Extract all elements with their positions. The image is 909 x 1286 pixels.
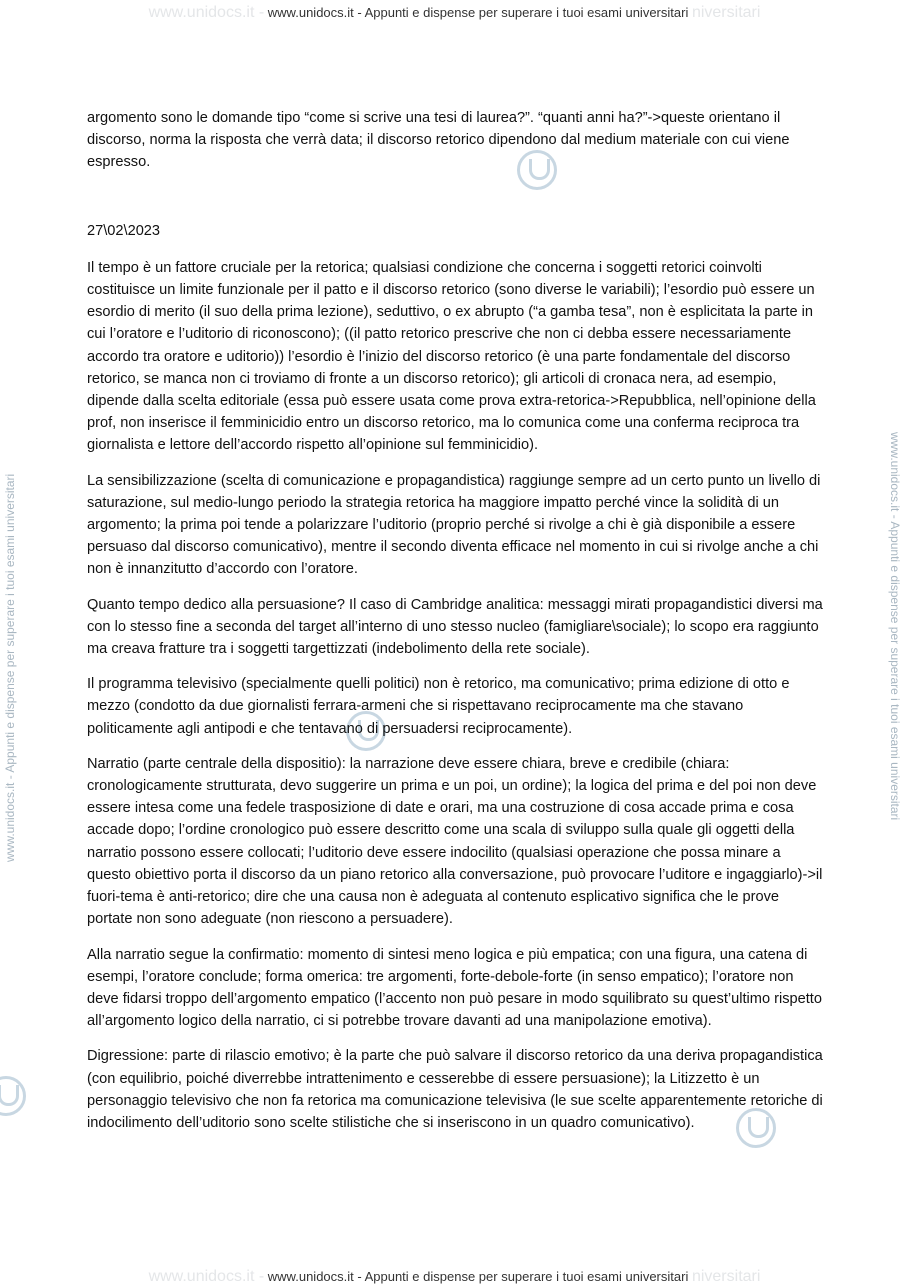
lecture-date: 27\02\2023	[87, 222, 161, 239]
watermark-ghost-left: www.unidocs.it -	[148, 1268, 265, 1285]
paragraph: Digressione: parte di rilascio emotivo; è la parte che può salvare il discorso retorico da una deriva propagandistica (con equilibrio, poiché diverrebbe intrattenimento e cesserebbe di essere persuasione); la Litizzetto è un personaggio televisivo che non fa retorica ma comunicazione televisiva (le sue scelte apparentemente retoriche di indocilimento dell’uditorio sono scelte stilistiche che si inseriscono in un quadro comunicativo).	[87, 1048, 823, 1131]
paragraph: Narratio (parte centrale della dispositio): la narrazione deve essere chiara, breve e credibile (chiara: cronologicamente strutturata, devo suggerire un prima e un poi, un ordine); la logica del prima e del poi non deve essere intesa come una fedele trasposizione di date e orari, ma una costruzione di cosa accade prima e cosa accade dopo; l’ordine cronologico può essere descritto come una scala di sviluppo sulla quale gli oggetti della narratio possono essere collocati; l’uditorio deve essere indocilito (qualsiasi operazione che possa minare a questo obiettivo porta il discorso da un piano retorico alla conversazione, può provocare l’uditore e ingaggiarlo)->il fuori-tema è anti-retorico; dire che una causa non è adeguata al contenuto esplicativo significa che le prove portate non sono adeguate (non riescono a persuadere).	[87, 755, 823, 928]
watermark-top-text: www.unidocs.it - Appunti e dispense per superare i tuoi esami universitari	[267, 5, 689, 20]
paragraph: Il tempo è un fattore cruciale per la retorica; qualsiasi condizione che concerna i soggetti retorici coinvolti costituisce un limite funzionale per il patto e il discorso retorico (sono diverse le variabili); l’esordio può essere un esordio di merito (il suo della prima lezione), seduttivo, o ex abrupto (“a gamba tesa”, non è esplicitata la parte in cui l’oratore e l’uditorio di riconoscono); ((il patto retorico prescrive che non ci debba essere necessariamente accordo tra oratore e uditorio)) l’esordio è l’inizio del discorso retorico (è una parte fondamentale del discorso retorico, se manca non ci troviamo di fronte a un discorso retorico); gli articoli di cronaca nera, ad esempio, dipende dalla scelta editoriale (essa può essere usata come prova extra-retorica->Repubblica, nell’opinione della prof, non inserisce il femminicidio entro un discorso retorico, ma lo comunica come una conferma reciproca tra giornalista e lettore dell’accordo rispetto all’opinione sul femminicidio).	[87, 259, 816, 454]
watermark-side-right: www.unidocs.it - Appunti e dispense per superare i tuoi esami universitari	[888, 432, 902, 821]
watermark-ghost-right: niversitari	[691, 1268, 761, 1285]
watermark-ghost-right: niversitari	[691, 4, 761, 21]
watermark-bottom-text: www.unidocs.it - Appunti e dispense per superare i tuoi esami universitari	[267, 1269, 689, 1284]
watermark-bottom	[0, 1268, 909, 1286]
watermark-ghost-left: www.unidocs.it -	[148, 4, 265, 21]
paragraph: Il programma televisivo (specialmente quelli politici) non è retorico, ma comunicativo; prima edizione di otto e mezzo (condotto da due giornalisti ferrara-armeni che si rispettavano reciprocamente ma che stavano politicamente agli antipodi e che tentavano di persuadersi reciprocamente).	[87, 676, 790, 737]
paragraph: La sensibilizzazione (scelta di comunicazione e propagandistica) raggiunge sempre ad un certo punto un livello di saturazione, sul medio-lungo periodo la strategia retorica ha maggiore impatto perché vince la solidità di un argomento; la prima poi tende a polarizzare l’uditorio (proprio perché si rivolge a chi è già disponibile a essere persuaso dal discorso comunicativo), mentre il secondo diventa efficace nel momento in cui si rivolge anche a chi non è innanzitutto d’accordo con l’oratore.	[87, 472, 821, 578]
paragraph: Quanto tempo dedico alla persuasione? Il caso di Cambridge analitica: messaggi mirati propagandistici diversi ma con lo stesso fine a seconda del target all’interno di uno stesso nucleo (famigliare\sociale); lo scopo era raggiunto ma creava fratture tra i soggetti targettizzati (indebolimento della rete sociale).	[87, 596, 823, 658]
watermark-top	[0, 4, 909, 22]
paragraph-intro: argomento sono le domande tipo “come si scrive una tesi di laurea?”. “quanti anni ha?”->queste orientano il discorso, norma la risposta che verrà data; il discorso retorico dipendono dal medium materiale con cui viene espresso.	[87, 110, 790, 171]
watermark-logo-icon	[0, 1076, 26, 1116]
document-body	[87, 107, 827, 1147]
watermark-side-left: www.unidocs.it - Appunti e dispense per superare i tuoi esami universitari	[3, 473, 17, 862]
paragraph: Alla narratio segue la confirmatio: momento di sintesi meno logica e più empatica; con una figura, una catena di esempi, l’oratore conclude; forma omerica: tre argomenti, forte-debole-forte (in senso empatico); l’oratore non deve fidarsi troppo dell’argomento empatico (l’accento non può pesare in modo squilibrato su quest’ultimo rispetto all’argomento logico della narratio, ci si potrebbe trovare davanti ad una manipolazione emotiva).	[87, 946, 822, 1030]
